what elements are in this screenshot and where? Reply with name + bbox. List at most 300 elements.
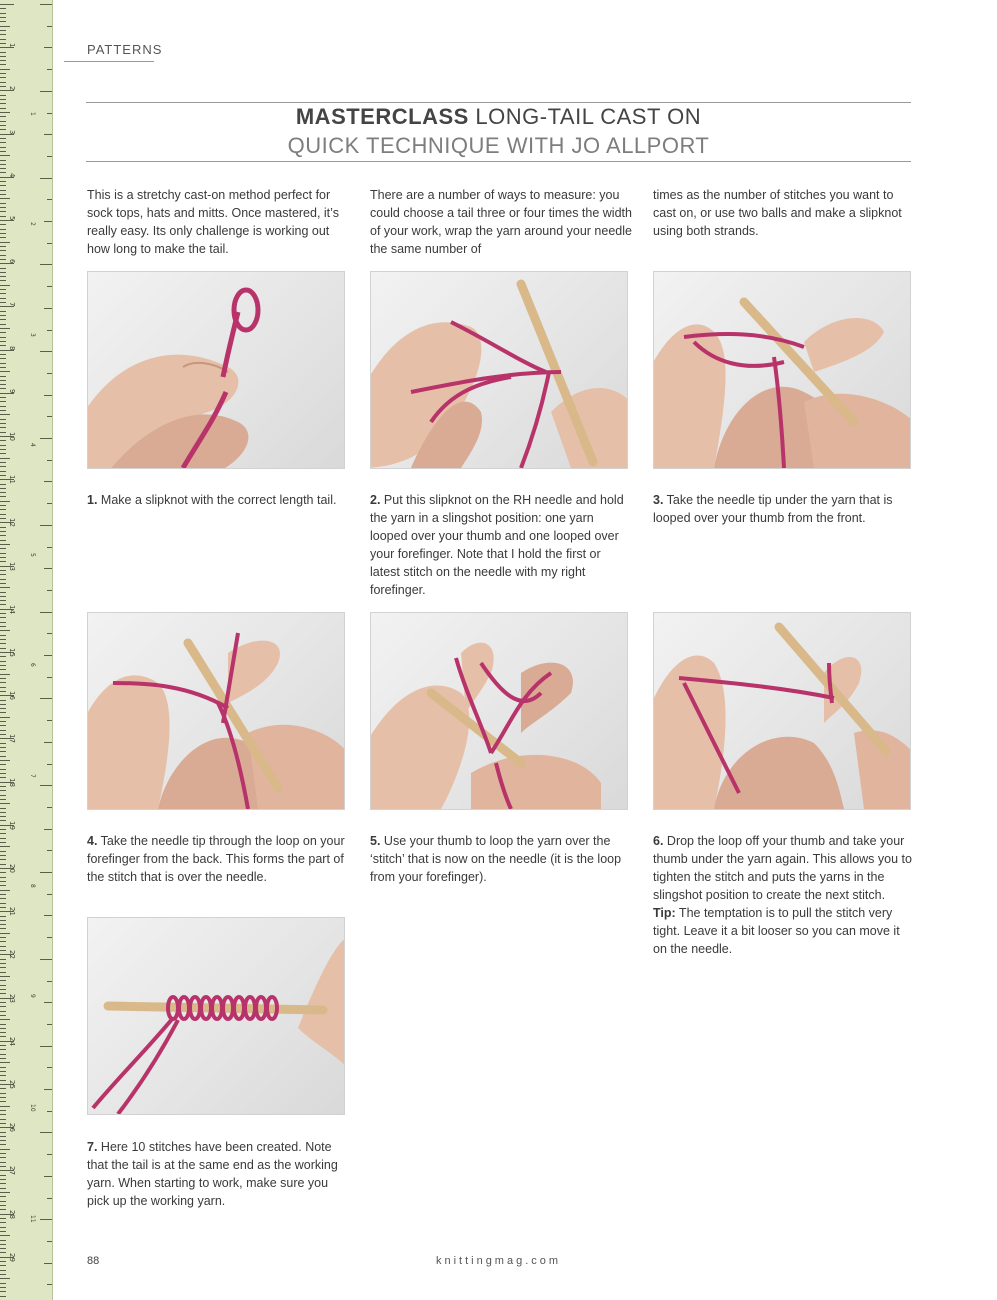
ruler-tick-inch [40, 264, 52, 265]
ruler-tick [0, 324, 6, 325]
ruler-tick [0, 1132, 6, 1133]
step-text: Use your thumb to loop the yarn over the ‘stitch’ that is now on the needle (it is the loop from your forefinger). [370, 834, 622, 884]
ruler-tick [0, 82, 6, 83]
ruler-cm-number: 4 [8, 172, 16, 178]
ruler-tick-inch [44, 568, 52, 569]
ruler-tick-inch [40, 4, 52, 5]
intro-column-3: times as the number of stitches you want to cast on, or use two balls and make a slipknot using both strands. [653, 188, 902, 238]
ruler-tick [0, 440, 6, 441]
ruler-tick [0, 937, 6, 938]
ruler-tick [0, 561, 6, 562]
step-text: Make a slipknot with the correct length tail. [97, 493, 337, 507]
ruler-tick [0, 121, 6, 122]
ruler-tick [0, 544, 10, 545]
step-text: Take the needle tip under the yarn that is looped over your thumb from the front. [653, 493, 893, 525]
ruler-cm-number: 29 [8, 1252, 16, 1262]
ruler-tick [0, 1196, 6, 1197]
ruler-tick [0, 1106, 10, 1107]
ruler-tick-inch [40, 872, 52, 873]
ruler-cm-number: 18 [8, 777, 16, 787]
ruler-tick-inch [47, 981, 52, 982]
ruler-tick [0, 229, 6, 230]
ruler-tick-inch [47, 286, 52, 287]
ruler-tick [0, 812, 6, 813]
ruler-cm-number: 28 [8, 1209, 16, 1219]
ruler-cm-number: 5 [8, 216, 16, 221]
ruler-tick [0, 1270, 6, 1271]
ruler-tick [0, 773, 6, 774]
ruler-tick [0, 1291, 6, 1292]
ruler-tick [0, 924, 6, 925]
ruler-tick [0, 147, 6, 148]
ruler-cm-number: 25 [8, 1080, 16, 1089]
needle-through-loop-photo [87, 612, 345, 810]
ruler-tick [0, 799, 6, 800]
ruler-tick-inch [47, 547, 52, 548]
ruler-tick-inch [47, 330, 52, 331]
step-text: Drop the loop off your thumb and take your thumb under the yarn again. This allows you to tighten the stitch and puts the yarns in the slingshot position to create the next stitch. [653, 834, 912, 902]
ruler-tick [0, 8, 6, 9]
ruler-tick [0, 816, 6, 817]
ruler-tick [0, 1062, 10, 1063]
ruler-tick [0, 587, 10, 588]
ruler-tick [0, 553, 6, 554]
ruler-tick [0, 155, 10, 156]
ruler-tick [0, 985, 6, 986]
step-3-caption [653, 491, 915, 527]
ruler-tick [0, 509, 6, 510]
ruler-tick [0, 17, 6, 18]
ruler-tick [0, 1011, 6, 1012]
ruler-tick [0, 224, 6, 225]
ruler-tick-inch [47, 26, 52, 27]
ruler-tick [0, 1144, 6, 1145]
ruler-tick [0, 129, 6, 130]
ruler-tick [0, 138, 6, 139]
ruler-tick [0, 579, 6, 580]
ruler-tick [0, 721, 6, 722]
ruler-inch-number: 6 [29, 663, 36, 668]
section-label: PATTERNS [87, 42, 163, 57]
ruler-tick-inch [40, 178, 52, 179]
ruler-tick [0, 656, 6, 657]
ruler-cm-number: 10 [8, 432, 16, 441]
ruler-tick [0, 272, 6, 273]
ruler-tick [0, 734, 6, 735]
tip-label: Tip: [653, 906, 676, 920]
ruler-inch-number: 3 [29, 332, 36, 337]
step-1-caption [87, 491, 349, 509]
ruler-tick-inch [47, 677, 52, 678]
intro-column-1: This is a stretchy cast-on method perfect for sock tops, hats and mitts. Once mastered, it’s really easy. Its only challenge is working out how long to make the tail. [87, 188, 339, 256]
ruler-tick [0, 505, 6, 506]
ruler-tick [0, 1278, 10, 1279]
ruler-tick [0, 708, 6, 709]
ruler-tick [0, 648, 6, 649]
ruler-tick [0, 980, 6, 981]
ruler-tick [0, 933, 10, 934]
ruler-tick [0, 77, 6, 78]
ruler-tick [0, 1075, 6, 1076]
ruler-tick [0, 401, 6, 402]
ruler-tick [0, 453, 6, 454]
ruler-tick [0, 496, 6, 497]
ruler-tick [0, 1248, 6, 1249]
ruler-tick-inch [47, 503, 52, 504]
ruler-tick [0, 635, 6, 636]
ruler-tick-inch [40, 785, 52, 786]
ruler-tick [0, 1036, 6, 1037]
ten-stitches-photo [87, 917, 345, 1115]
ruler-cm-number: 23 [8, 993, 16, 1003]
ruler-tick [0, 419, 6, 420]
title-bold: MASTERCLASS [295, 104, 469, 129]
ruler-tick-inch [47, 373, 52, 374]
step-number: 3. [653, 493, 664, 507]
ruler-tick-inch [40, 1219, 52, 1220]
ruler-cm-number: 1 [8, 43, 16, 48]
ruler-tick [0, 160, 6, 161]
ruler-tick-inch [47, 1067, 52, 1068]
ruler-tick [0, 43, 6, 44]
title-top-rule [86, 102, 911, 103]
ruler-ticks [0, 0, 52, 1300]
ruler-tick [0, 164, 6, 165]
ruler-tick [0, 298, 6, 299]
ruler-tick [0, 712, 6, 713]
site-url: knittingmag.com [435, 1255, 562, 1267]
ruler-inch-number: 11 [29, 1214, 36, 1223]
ruler-tick [0, 518, 6, 519]
ruler-tick [0, 1183, 6, 1184]
ruler-tick [0, 570, 6, 571]
ruler-tick [0, 328, 10, 329]
ruler-tick-inch [44, 829, 52, 830]
ruler-tick [0, 414, 10, 415]
ruler-tick [0, 855, 6, 856]
ruler-strip [0, 0, 53, 1300]
ruler-tick [0, 73, 6, 74]
ruler-tick-inch [40, 438, 52, 439]
step-5-caption [370, 832, 632, 886]
ruler-tick-inch [47, 199, 52, 200]
ruler-tick-inch [40, 1046, 52, 1047]
step-number: 4. [87, 834, 98, 848]
ruler-cm-number: 27 [8, 1166, 16, 1176]
ruler-tick [0, 1231, 6, 1232]
ruler-tick-inch [40, 959, 52, 960]
ruler-tick-inch [44, 1002, 52, 1003]
ruler-tick-inch [44, 134, 52, 135]
ruler-cm-number: 21 [8, 907, 16, 917]
ruler-tick [0, 1045, 6, 1046]
ruler-tick [0, 639, 6, 640]
ruler-tick [0, 946, 6, 947]
ruler-tick [0, 285, 10, 286]
ruler-tick-inch [47, 1154, 52, 1155]
ruler-tick [0, 315, 6, 316]
ruler-cm-number: 22 [8, 950, 16, 960]
ruler-inch-number: 4 [29, 442, 36, 447]
step-number: 1. [87, 493, 98, 507]
ruler-tick [0, 890, 10, 891]
ruler-tick [0, 846, 10, 847]
ruler-tick [0, 64, 6, 65]
ruler-tick [0, 168, 6, 169]
ruler-tick [0, 492, 6, 493]
ruler-tick-inch [47, 1111, 52, 1112]
ruler-tick [0, 185, 6, 186]
ruler-tick-inch [40, 698, 52, 699]
ruler-tick [0, 280, 6, 281]
ruler-tick-inch [47, 1198, 52, 1199]
ruler-tick [0, 427, 6, 428]
ruler-tick [0, 833, 6, 834]
ruler-tick [0, 13, 6, 14]
ruler-tick-inch [40, 1132, 52, 1133]
step-text: Here 10 stitches have been created. Note that the tail is at the same end as the working yarn. When starting to work, make sure you pick up the working yarn. [87, 1140, 338, 1208]
ruler-tick [0, 808, 6, 809]
ruler-tick [0, 319, 6, 320]
ruler-tick-inch [40, 91, 52, 92]
ruler-tick [0, 527, 6, 528]
ruler-tick [0, 1088, 6, 1089]
ruler-tick-inch [47, 460, 52, 461]
ruler-tick [0, 1101, 6, 1102]
ruler-tick-inch [47, 590, 52, 591]
ruler-inch-number: 8 [29, 883, 36, 888]
step-4-caption [87, 832, 349, 886]
ruler-tick [0, 687, 6, 688]
ruler-cm-number: 13 [8, 561, 16, 571]
ruler-tick [0, 466, 6, 467]
ruler-tick [0, 484, 6, 485]
ruler-tick [0, 535, 6, 536]
ruler-tick [0, 885, 6, 886]
ruler-cm-number: 2 [8, 86, 16, 91]
ruler-tick [0, 302, 6, 303]
ruler-cm-number: 14 [8, 604, 16, 614]
ruler-tick [0, 289, 6, 290]
tighten-stitch-photo [653, 612, 911, 810]
step-text: Take the needle tip through the loop on your forefinger from the back. This forms the part of the stitch that is over the needle. [87, 834, 345, 884]
ruler-tick-inch [40, 351, 52, 352]
ruler-tick [0, 1123, 6, 1124]
intro-column-2: There are a number of ways to measure: you could choose a tail three or four times the width of your work, wrap the yarn around your needle the same number of [370, 188, 632, 256]
ruler-tick [0, 881, 6, 882]
ruler-tick [0, 432, 6, 433]
ruler-tick [0, 112, 10, 113]
ruler-tick [0, 4, 14, 5]
ruler-tick [0, 851, 6, 852]
ruler-tick [0, 903, 6, 904]
step-6-caption [653, 832, 915, 958]
ruler-tick [0, 1110, 6, 1111]
ruler-tick [0, 967, 6, 968]
ruler-inch-number: 7 [29, 773, 36, 778]
ruler-tick [0, 928, 6, 929]
ruler-tick [0, 337, 6, 338]
ruler-tick [0, 194, 6, 195]
ruler-tick [0, 604, 6, 605]
ruler-tick [0, 203, 6, 204]
ruler-tick [0, 764, 6, 765]
ruler-tick [0, 872, 6, 873]
tip-text: The temptation is to pull the stitch very tight. Leave it a bit looser so you can move it on the needle. [653, 906, 900, 956]
ruler-tick [0, 877, 6, 878]
ruler-tick [0, 445, 6, 446]
ruler-tick [0, 838, 6, 839]
ruler-tick [0, 376, 6, 377]
ruler-inch-number: 5 [29, 553, 36, 557]
ruler-tick [0, 1274, 6, 1275]
page-title [86, 104, 911, 130]
ruler-tick-inch [40, 612, 52, 613]
ruler-tick [0, 717, 10, 718]
ruler-cm-number: 12 [8, 518, 16, 528]
ruler-tick [0, 1192, 10, 1193]
ruler-tick [0, 306, 14, 307]
ruler-cm-number: 15 [8, 648, 16, 657]
step-number: 2. [370, 493, 381, 507]
ruler-tick [0, 1067, 6, 1068]
ruler-tick-inch [44, 915, 52, 916]
ruler-tick [0, 1179, 6, 1180]
ruler-tick [0, 410, 6, 411]
ruler-tick [0, 1019, 10, 1020]
ruler-tick [0, 345, 6, 346]
ruler-tick [0, 358, 6, 359]
ruler-tick [0, 397, 6, 398]
ruler-inch-number: 10 [29, 1104, 36, 1112]
ruler-tick [0, 311, 6, 312]
ruler-cm-number: 16 [8, 691, 16, 701]
ruler-tick [0, 276, 6, 277]
ruler-inch-number: 1 [29, 112, 36, 117]
ruler-cm-number: 20 [8, 864, 16, 873]
ruler-tick-inch [44, 655, 52, 656]
ruler-tick [0, 255, 6, 256]
ruler-tick [0, 1028, 6, 1029]
ruler-tick [0, 211, 6, 212]
ruler-tick [0, 371, 10, 372]
ruler-tick-inch [44, 221, 52, 222]
ruler-cm-number: 11 [8, 475, 16, 485]
ruler-tick [0, 548, 6, 549]
ruler-tick [0, 268, 6, 269]
ruler-tick [0, 384, 6, 385]
ruler-cm-number: 19 [8, 820, 16, 830]
title-bottom-rule [86, 161, 911, 162]
ruler-tick [0, 1119, 6, 1120]
ruler-tick [0, 151, 6, 152]
ruler-tick [0, 21, 6, 22]
ruler-tick [0, 116, 6, 117]
ruler-tick [0, 993, 6, 994]
ruler-tick [0, 1024, 6, 1025]
ruler-tick-inch [44, 742, 52, 743]
ruler-tick [0, 488, 6, 489]
needle-under-thumb-photo [653, 271, 911, 469]
ruler-tick [0, 682, 6, 683]
ruler-tick [0, 1240, 6, 1241]
ruler-tick [0, 976, 10, 977]
ruler-tick [0, 894, 6, 895]
step-number: 6. [653, 834, 664, 848]
ruler-tick [0, 1097, 6, 1098]
ruler-tick-inch [47, 243, 52, 244]
ruler-tick [0, 626, 6, 627]
ruler-tick [0, 643, 6, 644]
ruler-tick-inch [47, 720, 52, 721]
ruler-tick [0, 363, 6, 364]
ruler-tick [0, 557, 6, 558]
ruler-tick [0, 1188, 6, 1189]
ruler-tick [0, 1205, 6, 1206]
ruler-tick [0, 583, 6, 584]
ruler-tick [0, 332, 6, 333]
ruler-tick [0, 916, 6, 917]
ruler-tick [0, 1162, 6, 1163]
ruler-tick-inch [47, 156, 52, 157]
ruler-tick [0, 1054, 6, 1055]
ruler-tick [0, 820, 6, 821]
ruler-tick [0, 790, 6, 791]
ruler-tick [0, 216, 6, 217]
ruler-tick [0, 898, 6, 899]
ruler-inch-number: 2 [29, 222, 36, 227]
ruler-tick [0, 622, 6, 623]
ruler-tick [0, 959, 6, 960]
ruler-tick [0, 829, 6, 830]
ruler-cm-number: 7 [8, 302, 16, 307]
ruler-tick [0, 743, 6, 744]
ruler-tick [0, 172, 6, 173]
ruler-tick [0, 99, 6, 100]
ruler-cm-number: 17 [8, 734, 16, 744]
section-rule [64, 61, 154, 62]
ruler-cm-number: 26 [8, 1123, 16, 1133]
ruler-tick [0, 39, 6, 40]
ruler-tick [0, 1153, 6, 1154]
ruler-tick [0, 86, 6, 87]
step-number: 5. [370, 834, 381, 848]
ruler-cm-number: 24 [8, 1036, 16, 1046]
ruler-tick [0, 380, 6, 381]
ruler-tick [0, 1296, 6, 1297]
ruler-tick [0, 1114, 6, 1115]
ruler-tick [0, 963, 6, 964]
ruler-tick [0, 725, 6, 726]
ruler-tick [0, 237, 6, 238]
ruler-tick [0, 341, 6, 342]
ruler-tick [0, 259, 6, 260]
ruler-tick [0, 747, 6, 748]
ruler-tick [0, 531, 6, 532]
ruler-tick [0, 1006, 6, 1007]
step-number: 7. [87, 1140, 98, 1154]
ruler-tick [0, 242, 10, 243]
ruler-tick-inch [47, 937, 52, 938]
ruler-tick-inch [47, 1241, 52, 1242]
ruler-tick [0, 617, 6, 618]
ruler-tick [0, 678, 6, 679]
ruler-cm-number: 8 [8, 345, 16, 351]
ruler-tick [0, 475, 6, 476]
ruler-tick [0, 786, 6, 787]
ruler-tick [0, 842, 6, 843]
thumb-loop-photo [370, 612, 628, 810]
